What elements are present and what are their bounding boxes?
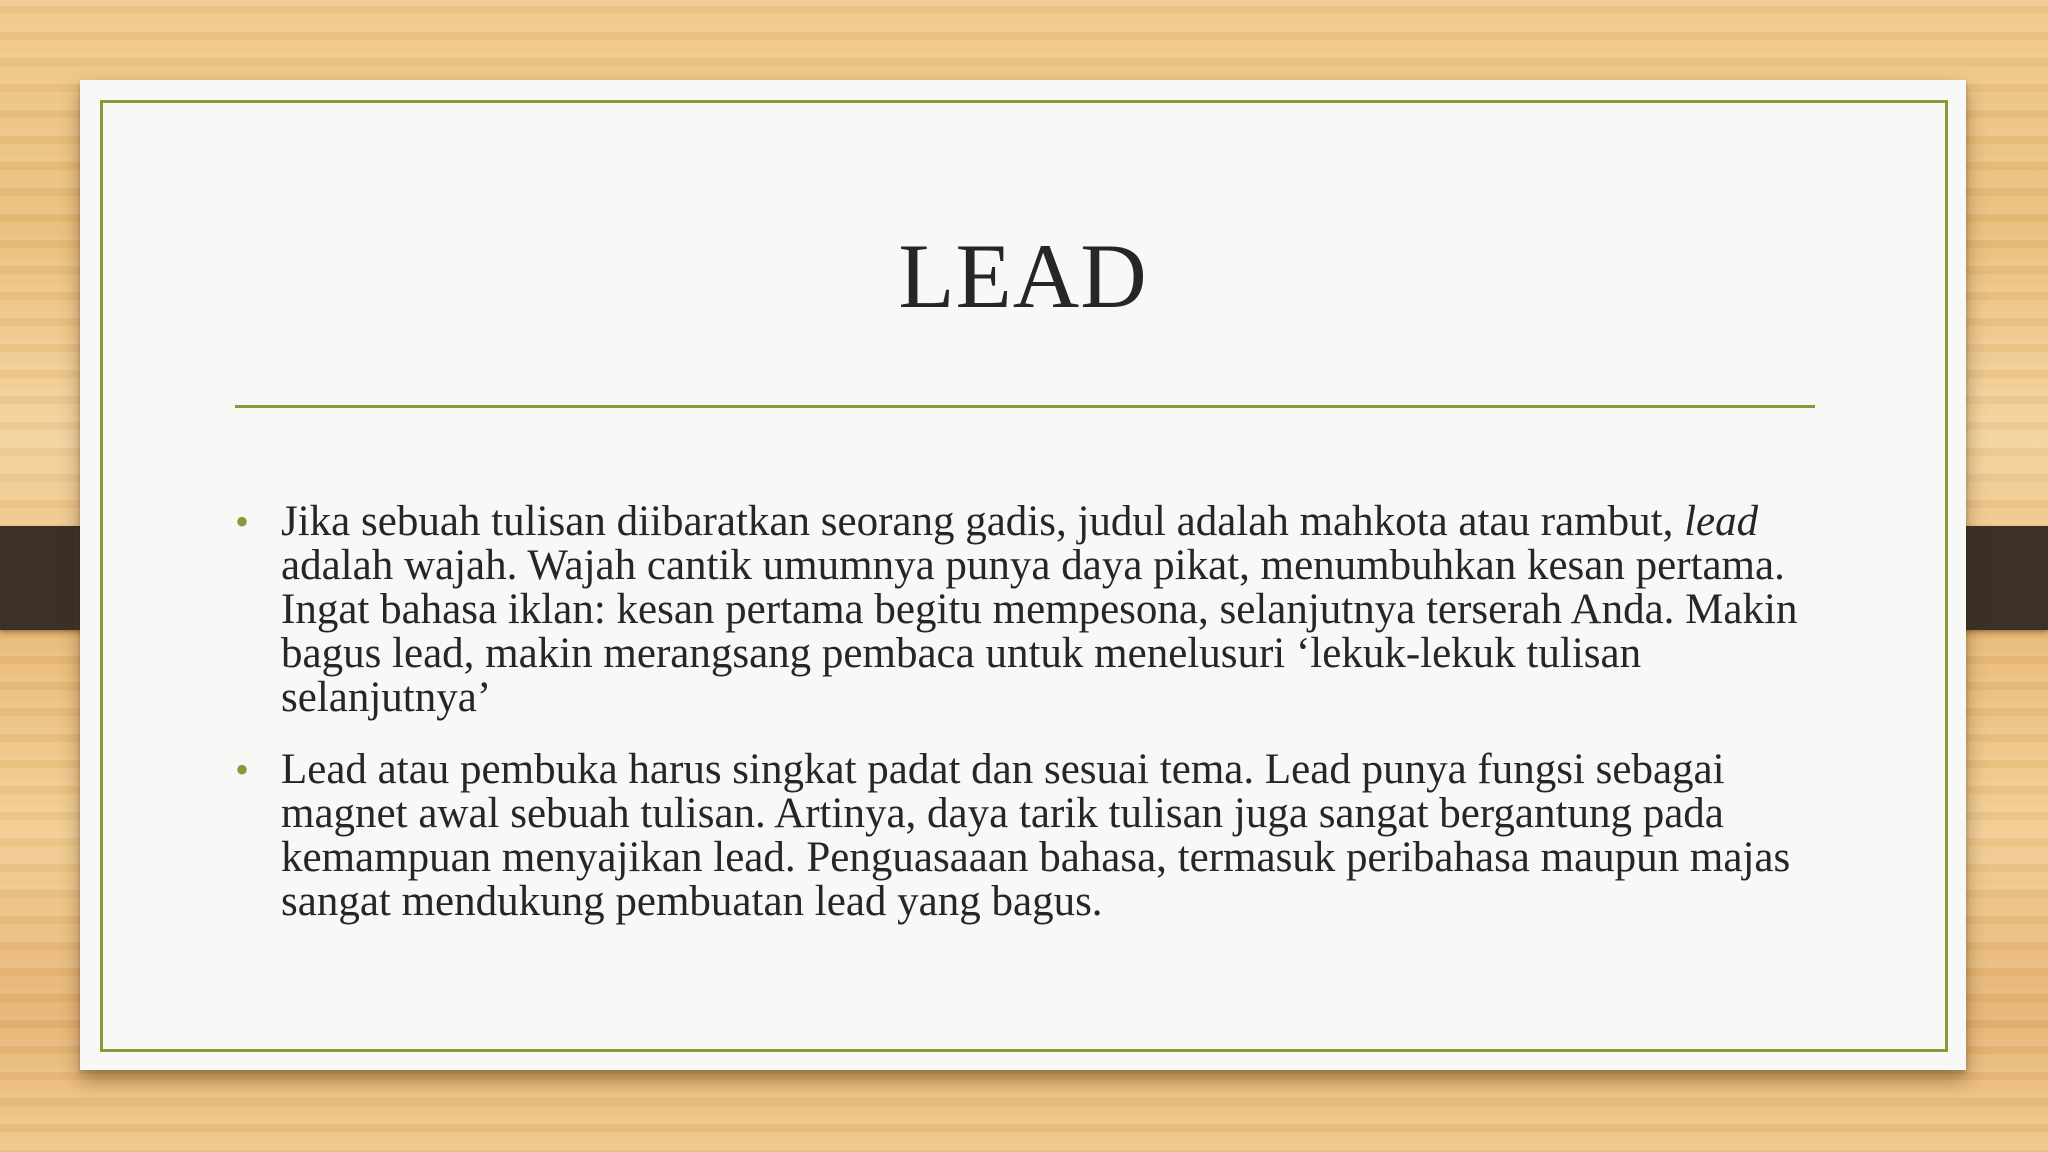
bullet-item-2 bbox=[235, 748, 1820, 924]
bullet-text bbox=[281, 498, 1797, 721]
bullet-italic-term: lead bbox=[1684, 498, 1759, 545]
bullet-list bbox=[235, 500, 1820, 952]
slide bbox=[80, 80, 1966, 1070]
bullet-text: Lead atau pembuka harus singkat padat dan sesuai tema. Lead punya fungsi sebagai magnet awal sebuah tulisan. Artinya, daya tarik tulisan juga sangat bergantung pada kemampuan menyajikan lead. Penguasaaan bahasa, termasuk peribahasa maupun majas sangat mendukung pembuatan lead yang bagus. bbox=[281, 746, 1791, 925]
title-divider bbox=[235, 405, 1815, 408]
bullet-item-1 bbox=[235, 500, 1820, 720]
bullet-text-part: Jika sebuah tulisan diibaratkan seorang gadis, judul adalah mahkota atau rambut, bbox=[281, 498, 1685, 545]
bullet-dot-icon: • bbox=[235, 747, 250, 792]
bullet-dot-icon: • bbox=[235, 499, 250, 544]
bullet-text-part: adalah wajah. Wajah cantik umumnya punya daya pikat, menumbuhkan kesan pertama. Ingat bahasa iklan: kesan pertama begitu mempesona, selanjutnya terserah Anda. Makin bagus lead, makin merangsang pembaca untuk menelusuri ‘lekuk-lekuk tulisan selanjutnya’ bbox=[281, 542, 1798, 721]
slide-title: LEAD bbox=[898, 225, 1148, 327]
